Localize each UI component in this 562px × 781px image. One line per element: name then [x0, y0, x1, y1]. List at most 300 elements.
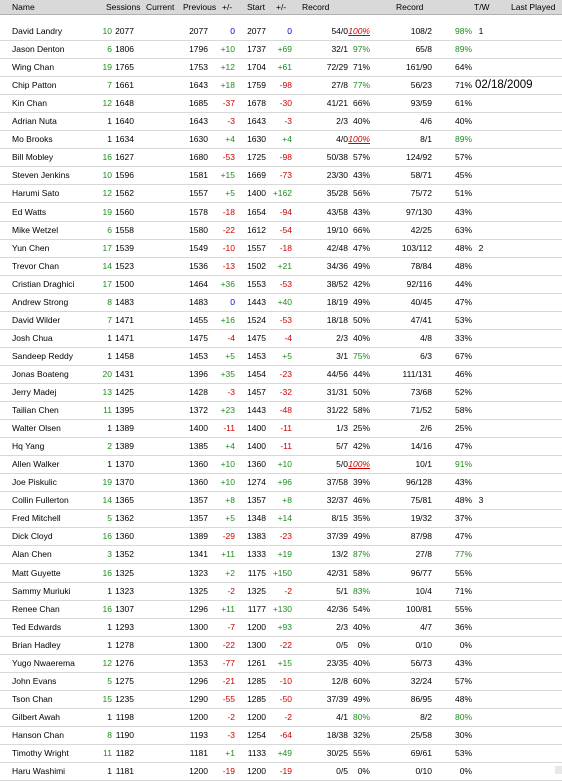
cell-sessions: 8 [107, 296, 112, 307]
cell-name: Sammy Muriuki [12, 585, 71, 596]
cell-record2: 75/72 [410, 188, 432, 199]
cell-pct1: 49% [352, 260, 370, 271]
cell-record2: 4/8 [420, 332, 432, 343]
cell-record2: 69/61 [410, 748, 432, 758]
cell-delta2: -22 [279, 639, 292, 650]
cell-delta2: -4 [284, 332, 292, 343]
cell-delta2: -2 [284, 585, 292, 596]
cell-pct1: 42% [352, 278, 370, 289]
cell-record: 3/1 [336, 350, 348, 361]
header-previous[interactable]: Previous [183, 2, 217, 12]
cell-pct1: 56% [352, 188, 370, 199]
cell-delta2: -23 [279, 368, 292, 379]
cell-name: Josh Chua [12, 332, 53, 343]
cell-name: Collin Fullerton [12, 495, 69, 506]
cell-sessions: 3 [107, 549, 112, 560]
cell-pct2: 91% [454, 459, 472, 470]
header-tw[interactable]: T/W [474, 2, 490, 12]
cell-record2: 0/10 [415, 639, 432, 650]
cell-start: 1475 [247, 332, 266, 343]
cell-name: Mo Brooks [12, 134, 53, 145]
cell-delta2: -2 [284, 711, 292, 722]
cell-previous: 1475 [189, 332, 208, 343]
cell-sessions: 12 [102, 188, 112, 199]
cell-delta1: -13 [222, 260, 235, 271]
cell-record2: 73/68 [410, 387, 432, 397]
cell-delta2: -53 [279, 314, 292, 325]
cell-record2: 93/59 [410, 98, 432, 109]
cell-current: 1323 [115, 585, 134, 596]
table-row[interactable] [0, 112, 562, 131]
cell-previous: 1290 [189, 693, 208, 704]
cell-name: John Evans [12, 675, 57, 686]
cell-current: 1278 [115, 639, 134, 650]
cell-start: 1300 [247, 639, 266, 650]
cell-pct1: 58% [352, 567, 370, 578]
cell-previous: 1372 [189, 405, 208, 416]
cell-record: 27/8 [331, 80, 348, 91]
cell-record: 32/37 [326, 495, 348, 506]
cell-record: 2/3 [336, 621, 348, 632]
table-row[interactable] [0, 365, 562, 384]
cell-record: 42/31 [326, 567, 348, 578]
cell-delta2: +93 [277, 621, 292, 632]
cell-previous: 1557 [189, 188, 208, 199]
cell-sessions: 15 [102, 693, 112, 704]
cell-record: 0/5 [336, 766, 348, 777]
cell-name: David Wilder [12, 314, 61, 325]
cell-delta2: -30 [279, 98, 292, 109]
cell-delta1: -4 [227, 332, 235, 343]
cell-pct2: 77% [454, 549, 472, 560]
cell-record: 2/3 [336, 116, 348, 127]
cell-pct2: 37% [454, 513, 472, 524]
scrollbar-corner[interactable] [555, 766, 562, 774]
header-delta1[interactable]: +/- [222, 2, 233, 12]
cell-record: 4/1 [336, 711, 348, 722]
cell-start: 1175 [247, 567, 266, 578]
cell-previous: 1581 [189, 170, 208, 181]
cell-sessions: 7 [107, 314, 112, 325]
cell-record: 37/39 [326, 531, 348, 542]
header-name[interactable]: Name [12, 2, 35, 12]
cell-pct1: 57% [352, 152, 370, 163]
table-row[interactable] [0, 690, 562, 709]
cell-start: 1759 [247, 80, 266, 91]
cell-record: 12/8 [331, 675, 348, 686]
cell-name: Matt Guyette [12, 567, 61, 578]
header-last-played[interactable]: Last Played [511, 2, 556, 12]
cell-delta1: 0 [230, 26, 235, 36]
table-row[interactable] [0, 148, 562, 167]
table-row[interactable] [0, 239, 562, 258]
cell-delta1: 0 [230, 296, 235, 307]
table-row[interactable] [0, 744, 562, 763]
table-row[interactable] [0, 654, 562, 673]
cell-current: 1648 [115, 98, 134, 109]
cell-start: 1502 [247, 260, 266, 271]
table-row[interactable] [0, 491, 562, 510]
cell-name: Jonas Boateng [12, 368, 69, 379]
cell-sessions: 11 [103, 748, 112, 758]
cell-start: 1254 [247, 729, 266, 740]
cell-previous: 1323 [189, 567, 208, 578]
cell-start: 1261 [247, 657, 266, 668]
cell-delta1: +23 [220, 405, 235, 416]
cell-previous: 1483 [189, 296, 208, 307]
cell-record2: 14/16 [410, 441, 432, 452]
cell-delta1: -18 [222, 206, 235, 217]
table-row[interactable] [0, 672, 562, 691]
cell-start: 1274 [247, 477, 266, 488]
cell-start: 1557 [247, 242, 266, 253]
table-row[interactable] [0, 184, 562, 203]
cell-delta1: +18 [220, 80, 235, 91]
cell-name: Steven Jenkins [12, 170, 70, 181]
cell-delta2: +15 [277, 657, 292, 668]
cell-pct1: 66% [352, 224, 370, 235]
table-row[interactable] [0, 293, 562, 312]
cell-delta1: +5 [225, 350, 235, 361]
table-row[interactable] [0, 166, 562, 185]
cell-delta1: -29 [222, 531, 235, 542]
cell-start: 1400 [247, 188, 266, 199]
cell-pct1: 39% [352, 477, 370, 488]
cell-record2: 40/45 [410, 296, 432, 307]
table-row[interactable] [0, 257, 562, 276]
cell-sessions: 17 [102, 278, 112, 289]
table-row[interactable] [0, 582, 562, 601]
cell-start: 1348 [247, 513, 266, 524]
cell-pct1: 49% [352, 296, 370, 307]
table-row[interactable] [0, 221, 562, 240]
cell-current: 1431 [115, 368, 134, 379]
cell-record: 50/38 [326, 152, 348, 163]
cell-record: 5/7 [336, 441, 348, 452]
cell-sessions: 5 [107, 675, 112, 686]
cell-sessions: 1 [107, 711, 112, 722]
cell-name: Yun Chen [12, 242, 50, 253]
cell-pct2: 51% [454, 188, 472, 199]
cell-pct2: 36% [454, 621, 472, 632]
cell-previous: 1341 [189, 549, 208, 560]
cell-previous: 1296 [189, 603, 208, 614]
header-record2[interactable]: Record [396, 2, 424, 12]
table-row[interactable] [0, 527, 562, 546]
cell-delta1: -11 [223, 423, 235, 434]
cell-record: 43/58 [326, 206, 348, 217]
cell-tw: 1 [478, 26, 484, 36]
cell-sessions: 1 [107, 639, 112, 650]
table-row[interactable] [0, 130, 562, 149]
cell-pct2: 52% [454, 387, 472, 397]
cell-sessions: 2 [107, 441, 112, 452]
cell-name: Alan Chen [12, 549, 52, 560]
cell-name: Joe Piskulic [12, 477, 57, 488]
cell-record: 8/15 [331, 513, 348, 524]
cell-pct2: 40% [454, 116, 472, 127]
cell-record2: 8/1 [420, 134, 432, 145]
cell-sessions: 10 [102, 26, 112, 36]
cell-pct2: 53% [454, 314, 472, 325]
cell-record2: 47/41 [410, 314, 432, 325]
cell-record: 23/35 [326, 657, 348, 668]
cell-pct2: 43% [454, 477, 472, 488]
table-row[interactable] [0, 275, 562, 294]
cell-record2: 86/95 [410, 693, 432, 704]
cell-pct2: 71% [454, 80, 472, 91]
table-row[interactable] [0, 401, 562, 420]
cell-sessions: 20 [102, 368, 112, 379]
cell-pct2: 43% [454, 206, 472, 217]
cell-current: 1181 [115, 766, 134, 777]
table-row[interactable] [0, 329, 562, 348]
table-row[interactable] [0, 311, 562, 330]
cell-previous: 1360 [189, 477, 208, 488]
cell-current: 1471 [115, 332, 134, 343]
cell-delta1: +11 [221, 603, 235, 614]
cell-sessions: 1 [107, 134, 112, 145]
cell-current: 1640 [115, 116, 134, 127]
cell-name: Mike Wetzel [12, 224, 59, 235]
cell-start: 1325 [247, 585, 266, 596]
cell-record: 13/2 [331, 549, 348, 560]
cell-current: 1360 [115, 531, 134, 542]
cell-sessions: 10 [102, 170, 112, 181]
cell-pct2: 98% [454, 26, 472, 36]
cell-start: 1612 [247, 224, 266, 235]
cell-pct2: 64% [454, 62, 472, 73]
cell-pct1: 40% [352, 621, 370, 632]
cell-current: 1539 [115, 242, 134, 253]
cell-pct2: 47% [454, 441, 472, 452]
cell-pct1: 54% [352, 603, 370, 614]
cell-previous: 1536 [189, 260, 208, 271]
cell-record: 37/39 [326, 693, 348, 704]
cell-sessions: 6 [107, 44, 112, 55]
table-row[interactable] [0, 509, 562, 528]
cell-pct1: 60% [352, 675, 370, 686]
header-record[interactable]: Record [302, 2, 330, 12]
cell-record: 23/30 [326, 170, 348, 181]
cell-name: Gilbert Awah [12, 711, 61, 722]
cell-record: 4/0 [336, 134, 348, 145]
cell-sessions: 1 [107, 332, 112, 343]
cell-previous: 1643 [189, 116, 208, 127]
cell-tw: 3 [478, 495, 484, 506]
cell-start: 1400 [247, 423, 266, 434]
cell-sessions: 1 [107, 116, 112, 127]
cell-current: 1560 [115, 206, 134, 217]
cell-pct1: 43% [352, 206, 370, 217]
cell-record: 30/25 [326, 748, 348, 758]
cell-record2: 19/32 [410, 513, 432, 524]
cell-pct2: 63% [454, 224, 472, 235]
cell-name: Walter Olsen [12, 423, 61, 434]
cell-record2: 27/8 [415, 549, 432, 560]
cell-delta1: +11 [221, 549, 235, 560]
cell-previous: 1300 [189, 639, 208, 650]
header-start[interactable]: Start [247, 2, 265, 12]
table-row[interactable] [0, 94, 562, 113]
table-row[interactable] [0, 437, 562, 456]
cell-delta1: +1 [225, 748, 235, 758]
cell-sessions: 7 [107, 80, 112, 91]
cell-record2: 111/131 [402, 368, 432, 379]
cell-current: 1558 [115, 224, 134, 235]
table-row[interactable] [0, 22, 562, 41]
cell-pct2: 0% [459, 766, 472, 777]
cell-record2: 10/1 [415, 459, 432, 470]
cell-sessions: 1 [107, 585, 112, 596]
cell-sessions: 16 [102, 567, 112, 578]
cell-previous: 1464 [189, 278, 208, 289]
table-row[interactable] [0, 473, 562, 492]
cell-pct1: 66% [352, 98, 370, 109]
cell-record2: 0/10 [415, 766, 432, 777]
cell-delta2: +130 [272, 603, 292, 614]
table-row[interactable] [0, 564, 562, 583]
cell-current: 1198 [115, 711, 134, 722]
cell-pct2: 71% [454, 585, 472, 596]
cell-sessions: 1 [107, 621, 112, 632]
cell-pct1: 46% [352, 495, 370, 506]
cell-delta1: +35 [220, 368, 235, 379]
cell-delta1: -3 [227, 387, 235, 397]
cell-sessions: 5 [107, 513, 112, 524]
cell-start: 1443 [247, 296, 266, 307]
cell-delta1: +10 [220, 459, 235, 470]
cell-record2: 78/84 [410, 260, 432, 271]
cell-record: 1/3 [336, 423, 348, 434]
cell-pct1: 97% [352, 44, 370, 55]
cell-record: 42/36 [326, 603, 348, 614]
cell-pct1: 0% [357, 639, 370, 650]
cell-start: 1357 [247, 495, 266, 506]
cell-record: 41/21 [326, 98, 348, 109]
cell-delta2: +14 [277, 513, 292, 524]
cell-start: 1360 [247, 459, 266, 470]
cell-pct1: 71% [352, 62, 370, 73]
cell-delta1: +15 [220, 170, 235, 181]
cell-record: 54/0 [331, 26, 348, 36]
cell-pct2: 48% [454, 495, 472, 506]
cell-delta2: +162 [272, 188, 292, 199]
cell-delta2: -11 [280, 423, 292, 434]
table-row[interactable] [0, 455, 562, 474]
cell-delta1: -2 [227, 711, 235, 722]
table-row[interactable] [0, 347, 562, 366]
cell-delta2: -98 [279, 152, 292, 163]
cell-sessions: 12 [102, 657, 112, 668]
cell-current: 1596 [115, 170, 134, 181]
table-row[interactable] [0, 58, 562, 77]
cell-record: 2/3 [336, 332, 348, 343]
cell-pct2: 30% [454, 729, 472, 740]
cell-pct2: 46% [454, 368, 472, 379]
table-row[interactable] [0, 40, 562, 59]
cell-current: 1293 [115, 621, 134, 632]
cell-record: 31/22 [326, 405, 348, 416]
cell-delta1: +36 [220, 278, 235, 289]
cell-sessions: 8 [107, 729, 112, 740]
header-current[interactable]: Current [146, 2, 175, 12]
header-sessions[interactable]: Sessions [106, 2, 141, 12]
cell-delta1: -55 [222, 693, 235, 704]
cell-delta1: -19 [222, 766, 235, 777]
cell-record2: 10/4 [415, 585, 432, 596]
cell-sessions: 17 [102, 242, 112, 253]
table-row[interactable] [0, 600, 562, 619]
header-delta2[interactable]: +/- [276, 2, 287, 12]
cell-delta1: +4 [225, 134, 235, 145]
cell-record: 18/19 [326, 296, 348, 307]
cell-pct2: 43% [454, 657, 472, 668]
cell-start: 1443 [247, 405, 266, 416]
cell-delta2: +96 [277, 477, 292, 488]
cell-pct1: 47% [352, 242, 370, 253]
table-row[interactable] [0, 708, 562, 727]
cell-delta2: -50 [279, 693, 292, 704]
cell-start: 1654 [247, 206, 266, 217]
cell-record2: 75/81 [410, 495, 432, 506]
cell-pct2: 58% [454, 405, 472, 416]
cell-previous: 2077 [189, 26, 208, 36]
cell-delta2: -54 [279, 224, 292, 235]
cell-pct2: 25% [454, 423, 472, 434]
table-row[interactable] [0, 762, 562, 781]
cell-record: 5/0 [336, 459, 348, 470]
cell-delta1: -3 [227, 116, 235, 127]
cell-delta2: +10 [277, 459, 292, 470]
cell-pct2: 48% [454, 260, 472, 271]
cell-current: 1471 [115, 314, 134, 325]
cell-current: 1523 [115, 260, 134, 271]
cell-delta2: -53 [279, 278, 292, 289]
cell-previous: 1580 [189, 224, 208, 235]
cell-current: 1634 [115, 134, 134, 145]
cell-delta1: +5 [225, 513, 235, 524]
cell-pct1: 75% [352, 350, 370, 361]
cell-previous: 1200 [189, 766, 208, 777]
table-row[interactable] [0, 726, 562, 745]
table-row[interactable] [0, 203, 562, 222]
cell-start: 1630 [247, 134, 266, 145]
cell-pct1: 55% [352, 748, 370, 758]
cell-pct2: 89% [454, 44, 472, 55]
cell-start: 1400 [247, 441, 266, 452]
cell-sessions: 19 [102, 62, 112, 73]
cell-pct1: 0% [357, 766, 370, 777]
table-row[interactable] [0, 618, 562, 637]
table-row[interactable] [0, 383, 562, 402]
cell-sessions: 6 [107, 224, 112, 235]
cell-pct1: 32% [352, 729, 370, 740]
cell-record: 72/29 [326, 62, 348, 73]
cell-pct1: 83% [352, 585, 370, 596]
cell-record2: 103/112 [401, 242, 432, 253]
cell-delta2: -11 [280, 441, 292, 452]
cell-pct1: 42% [352, 441, 370, 452]
table-row[interactable] [0, 636, 562, 655]
cell-sessions: 13 [102, 387, 112, 397]
cell-previous: 1389 [189, 531, 208, 542]
cell-pct1: 87% [352, 549, 370, 560]
cell-pct1: 44% [352, 368, 370, 379]
table-row[interactable] [0, 545, 562, 564]
table-row[interactable] [0, 419, 562, 438]
cell-record: 37/58 [326, 477, 348, 488]
